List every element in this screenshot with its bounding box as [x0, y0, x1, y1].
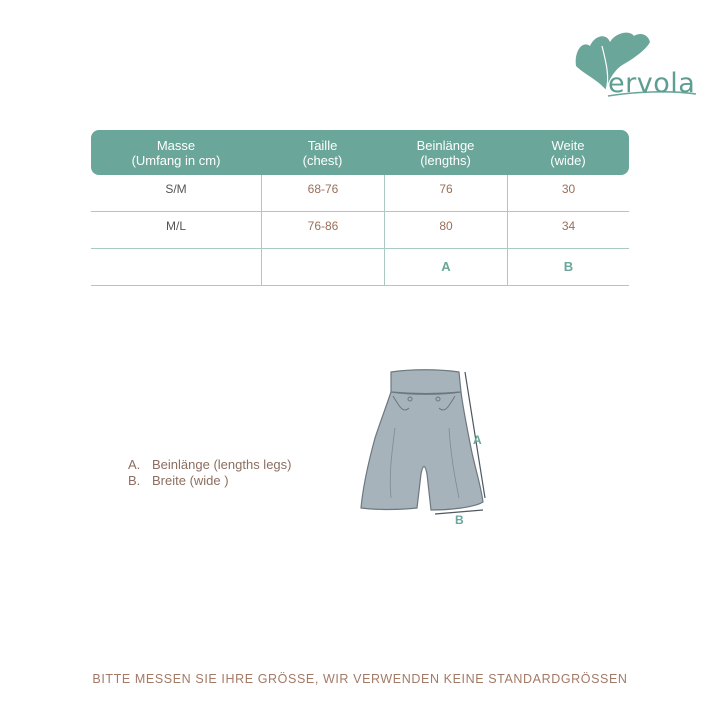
- header-masse: Masse (Umfang in cm): [131, 137, 221, 168]
- table-cell: [91, 249, 261, 285]
- logo-text: ervola: [608, 68, 696, 99]
- table-cell: M/L: [165, 219, 186, 233]
- table-header: [91, 130, 629, 175]
- table-cell-label-a: A: [384, 249, 507, 285]
- measurement-legend: [128, 457, 291, 489]
- table-cell: 80: [384, 212, 507, 248]
- measure-label-a: A: [473, 433, 482, 447]
- legend-item: A. Beinlänge (lengths legs): [128, 457, 292, 472]
- table-row: [91, 175, 629, 212]
- header-beinlaenge: Beinlänge (lengths): [416, 137, 475, 168]
- table-row: [91, 212, 629, 249]
- header-taille: Taille (chest): [302, 137, 343, 168]
- table-cell: 30: [507, 175, 629, 211]
- size-table: [91, 130, 629, 286]
- measure-label-b: B: [455, 513, 464, 527]
- table-cell: 34: [507, 212, 629, 248]
- table-cell-label-b: B: [507, 249, 629, 285]
- table-cell: 68-76: [261, 175, 384, 211]
- header-weite: Weite (wide): [550, 137, 586, 168]
- table-cell: [261, 249, 384, 285]
- table-row: [91, 249, 629, 286]
- table-cell: 76-86: [261, 212, 384, 248]
- shorts-icon: [355, 368, 505, 528]
- table-cell: S/M: [165, 182, 187, 196]
- legend-item: B. Breite (wide ): [128, 473, 229, 488]
- brand-logo: [572, 28, 700, 102]
- shorts-diagram: [355, 368, 505, 533]
- footer-note: BITTE MESSEN SIE IHRE GRÖSSE, WIR VERWENDEN KEINE STANDARDGRÖSSEN: [92, 672, 628, 686]
- table-cell: 76: [384, 175, 507, 211]
